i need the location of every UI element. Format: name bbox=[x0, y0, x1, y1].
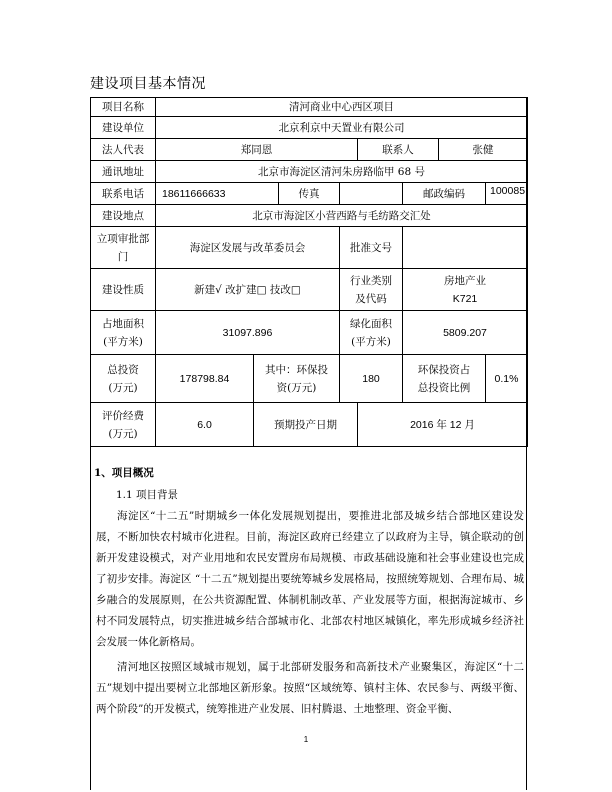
approval-no bbox=[403, 227, 528, 269]
section-subtitle: 1.1 项目背景 bbox=[116, 489, 179, 501]
doc-title: 建设项目基本情况 bbox=[90, 76, 206, 92]
legal-rep-label: 法人代表 bbox=[91, 139, 156, 161]
nature-label: 建设性质 bbox=[91, 269, 156, 311]
industry-label bbox=[340, 269, 403, 311]
approval-no-label: 批准文号 bbox=[340, 227, 403, 269]
approval-dept-label bbox=[91, 227, 156, 269]
industry bbox=[403, 269, 528, 311]
contact-label: 联系人 bbox=[358, 139, 439, 161]
project-info-table bbox=[90, 97, 528, 447]
section-title: 1、项目概况 bbox=[94, 467, 154, 479]
start-date-label: 预期投产日期 bbox=[254, 403, 358, 447]
green-label bbox=[340, 311, 403, 355]
phone: 18611666633 bbox=[156, 183, 279, 205]
site-label: 建设地点 bbox=[91, 205, 156, 227]
env-ratio-label-line2: 总投资比例 bbox=[417, 381, 471, 394]
eval-fee: 6.0 bbox=[156, 403, 254, 447]
invest-label-line2: (万元) bbox=[108, 381, 138, 394]
env-ratio: 0.1% bbox=[486, 355, 528, 403]
env-invest-label bbox=[254, 355, 340, 403]
industry-line1: 房地产业 bbox=[444, 274, 486, 287]
start-date: 2016 年 12 月 bbox=[358, 403, 528, 447]
postcode-label: 邮政编码 bbox=[403, 183, 486, 205]
builder-label: 建设单位 bbox=[91, 117, 156, 139]
page-number: 1 bbox=[303, 735, 309, 744]
nature: 新建√ 改扩建□ 技改□ bbox=[156, 269, 340, 311]
green: 5809.207 bbox=[403, 311, 528, 355]
green-label-line2: (平方米) bbox=[351, 335, 391, 348]
invest: 178798.84 bbox=[156, 355, 254, 403]
industry-label-line1: 行业类别 bbox=[350, 274, 392, 287]
legal-rep: 郑同恩 bbox=[156, 139, 358, 161]
approval-dept-label-line2: 门 bbox=[117, 250, 129, 263]
green-label-line1: 绿化面积 bbox=[350, 317, 392, 330]
contact: 张健 bbox=[439, 139, 528, 161]
phone-label: 联系电话 bbox=[91, 183, 156, 205]
env-invest-label-line2: 资(万元) bbox=[276, 381, 317, 394]
invest-label bbox=[91, 355, 156, 403]
industry-line2: K721 bbox=[452, 292, 478, 305]
fax bbox=[340, 183, 403, 205]
area-label-line1: 占地面积 bbox=[102, 317, 144, 330]
area-label-line2: (平方米) bbox=[103, 335, 143, 348]
background-paragraph-1: 海淀区“十二五”时期城乡一体化发展规划提出，要推进北部及城乡结合部地区建设发展，不断加快农村城市化进程。目前，海淀区政府已经建立了以政府为主导，镇企联动的创新开发建设模式，对产业用地和农民安置房布局规模、市政基础设施和社会事业建设也完成了初步安排。海淀区 “十二五”规划提出要统筹城乡发展格局，按照统筹规划、合理布局、城乡融合的发展原则，在公共资源配置、体制机制改革、产业发展等方面，根据海淀城市、乡村不同发展特点，切实推进城乡结合部城市化、北部农村地区城镇化，率先形成城乡经济社会发展一体化新格局。 bbox=[96, 510, 524, 648]
eval-fee-label-line1: 评价经费 bbox=[102, 409, 144, 422]
address: 北京市海淀区清河朱房路临甲 68 号 bbox=[156, 161, 528, 183]
area: 31097.896 bbox=[156, 311, 340, 355]
env-invest-label-line1: 其中：环保投 bbox=[265, 363, 328, 376]
project-name: 清河商业中心西区项目 bbox=[156, 98, 528, 117]
builder: 北京利京中天置业有限公司 bbox=[156, 117, 528, 139]
approval-dept: 海淀区发展与改革委员会 bbox=[156, 227, 340, 269]
site: 北京市海淀区小营西路与毛纺路交汇处 bbox=[156, 205, 528, 227]
invest-label-line1: 总投资 bbox=[107, 363, 139, 376]
env-ratio-label bbox=[403, 355, 486, 403]
eval-fee-label-line2: (万元) bbox=[108, 427, 138, 440]
env-ratio-label-line1: 环保投资占 bbox=[417, 363, 471, 376]
address-label: 通讯地址 bbox=[91, 161, 156, 183]
env-invest: 180 bbox=[340, 355, 403, 403]
background-paragraph-2: 清河地区按照区域城市规划，属于北部研发服务和高新技术产业聚集区，海淀区“十二五”规划中提出要树立北部地区新形象。按照“区域统筹、镇村主体、农民参与、两级平衡、两个阶段”的开发模式，统筹推进产业发展、旧村腾退、土地整理、资金平衡、 bbox=[96, 661, 524, 715]
approval-dept-label-line1: 立项审批部 bbox=[96, 232, 150, 245]
eval-fee-label bbox=[91, 403, 156, 447]
area-label bbox=[91, 311, 156, 355]
fax-label: 传真 bbox=[279, 183, 340, 205]
project-name-label: 项目名称 bbox=[91, 98, 156, 117]
postcode: 100085 bbox=[486, 183, 528, 205]
industry-label-line2: 及代码 bbox=[355, 292, 387, 305]
